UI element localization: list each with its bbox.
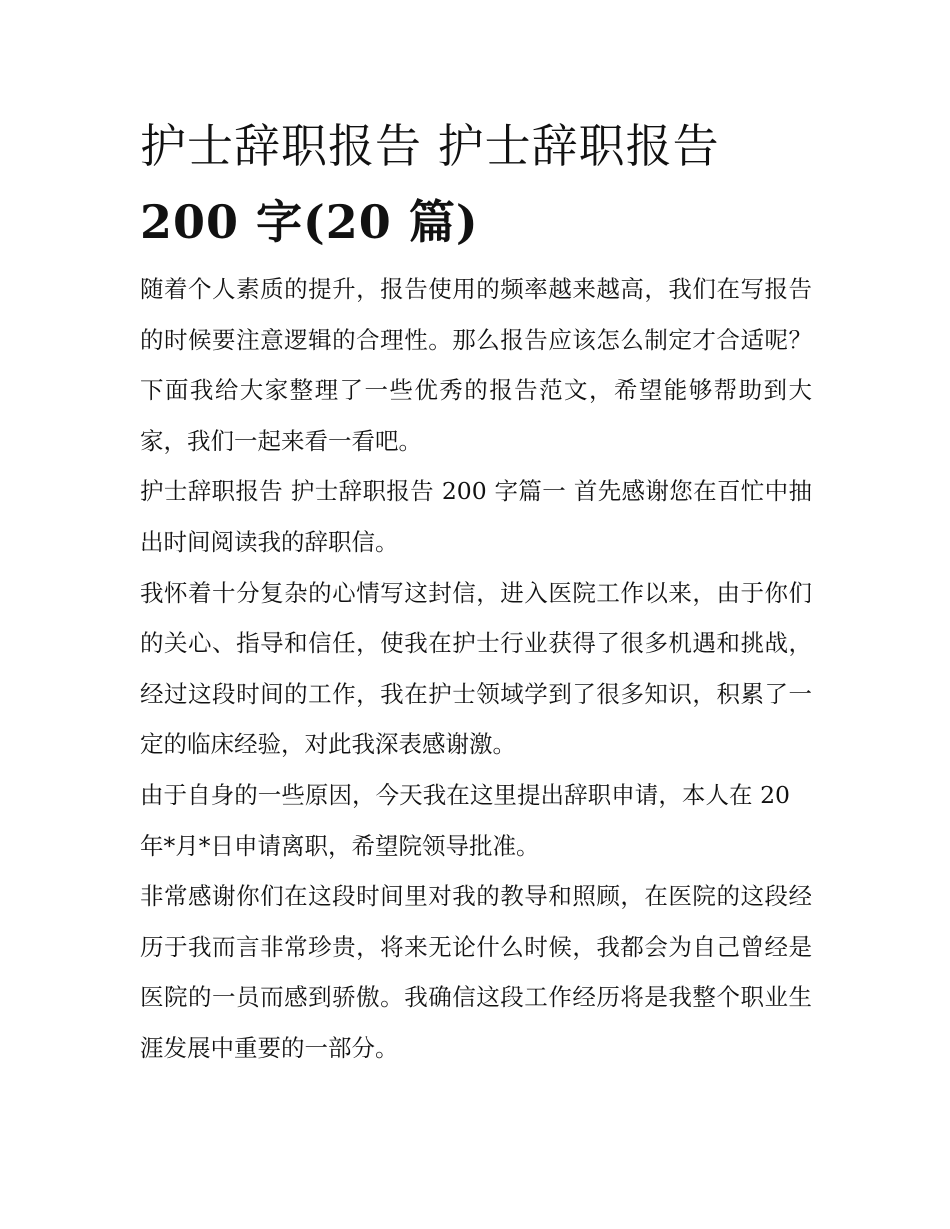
paragraph-gratitude: 我怀着十分复杂的心情写这封信，进入医院工作以来，由于你们的关心、指导和信任，使我在护士行业获得了很多机遇和挑战，经过这段时间的工作，我在护士领域学到了很多知识，积累了一定的临床经验，对此我深表感谢激。 — [140, 578, 812, 759]
paragraph-intro: 随着个人素质的提升，报告使用的频率越来越高，我们在写报告的时候要注意逻辑的合理性。那么报告应该怎么制定才合适呢？下面我给大家整理了一些优秀的报告范文，希望能够帮助到大家，我们一起来看一看吧。 — [140, 275, 812, 455]
document-body — [140, 108, 812, 1074]
document-title — [140, 108, 812, 260]
paragraph-closing: 非常感谢你们在这段时间里对我的教导和照顾，在医院的这段经历于我而言非常珍贵，将来无论什么时候，我都会为自己曾经是医院的一员而感到骄傲。我确信这段工作经历将是我整个职业生涯发展中重要的一部分。 — [140, 882, 812, 1062]
document-title-line-1: 护士辞职报告 护士辞职报告 — [140, 119, 720, 173]
paragraph-resignation-request: 由于自身的一些原因，今天我在这里提出辞职申请，本人在 20 年*月*日申请离职，希望院领导批准。 — [140, 780, 790, 860]
document-title-line-2: 200 字(20 篇) — [140, 195, 479, 249]
paragraph-opening: 护士辞职报告 护士辞职报告 200 字篇一 首先感谢您在百忙中抽出时间阅读我的辞职信。 — [140, 477, 812, 556]
